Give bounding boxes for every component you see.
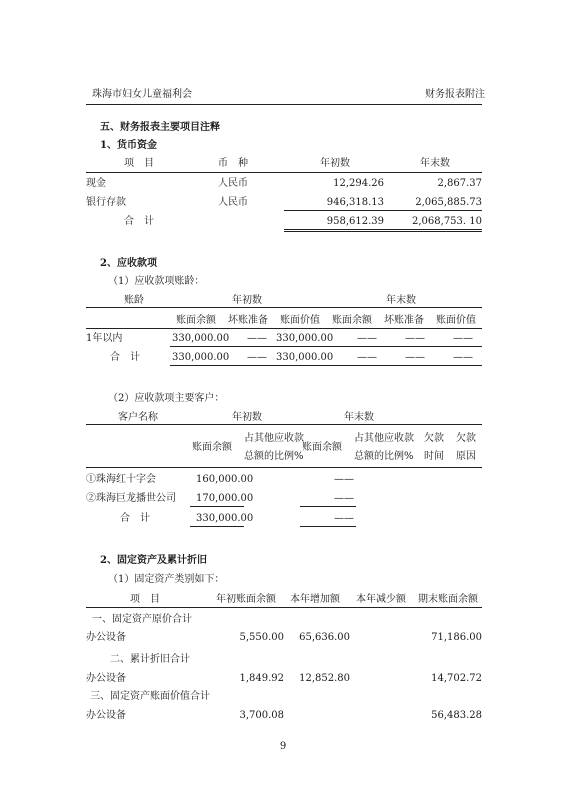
aging-col-end: 年末数 (386, 295, 416, 306)
fixed-col-end: 期末账面余额 (418, 594, 478, 605)
aging-sub-col: 账面价值 (280, 315, 320, 326)
cust-total-rule-begin (190, 526, 244, 527)
aging-sub-col: 账面价值 (436, 315, 476, 326)
aging-sub-col: 坏账准备 (228, 315, 268, 326)
fixed-row-begin: 1,849.92 (239, 673, 284, 684)
page-number: 9 (279, 741, 287, 752)
fixed-col-item: 项 目 (130, 594, 160, 605)
aging-row-rule (170, 346, 482, 347)
aging-col-begin: 年初数 (232, 295, 262, 306)
aging-sub-col: 账面余额 (176, 315, 216, 326)
cust-sub-bal-end: 账面余额 (302, 442, 342, 453)
cash-row-begin: 12,294.26 (333, 178, 384, 189)
cust-total-rule-end (300, 526, 356, 527)
cash-col-begin: 年初数 (320, 158, 350, 169)
cash-total-rule (284, 229, 482, 230)
cash-sum-rule (284, 210, 482, 211)
cash-row-item: 现金 (86, 178, 106, 189)
aging-cell: —— (357, 333, 377, 344)
aging-cell: —— (247, 352, 267, 363)
cust-sub-reason: 欠款 (456, 433, 476, 444)
cust-row-name: ②珠海巨龙播世公司 (86, 493, 176, 504)
cash-row-item: 银行存款 (86, 197, 126, 208)
fixed-row-end: 14,702.72 (431, 673, 482, 684)
fixed-row-begin: 5,550.00 (239, 632, 284, 643)
cust-sub-due: 欠款 (424, 433, 444, 444)
cust-row-bal: 160,000.00 (196, 474, 254, 485)
aging-cell: —— (357, 352, 377, 363)
aging-cell: —— (405, 333, 425, 344)
fixed-row-item: 办公设备 (86, 710, 126, 721)
fixed-head-rule (86, 607, 482, 608)
cash-col-end: 年末数 (420, 158, 450, 169)
aging-cell: —— (453, 333, 473, 344)
cust-sub-rule (86, 467, 482, 468)
cash-row-begin: 946,318.13 (326, 197, 384, 208)
cash-row-currency: 人民币 (218, 178, 248, 189)
aging-total-rule (170, 365, 482, 366)
cash-col-item: 项 目 (124, 158, 154, 169)
cust-sub-ratio-end: 占其他应收款 (354, 433, 414, 444)
aging-cell: 330,000.00 (172, 352, 230, 363)
cash-heading: 1、货币资金 (100, 140, 157, 151)
cust-sub-due-2: 时间 (424, 451, 444, 462)
aging-cell: 330,000.00 (276, 352, 334, 363)
cash-col-currency: 币 种 (218, 158, 248, 169)
fixed-row-end: 56,483.28 (431, 710, 482, 721)
cust-row-end-bal: —— (334, 493, 354, 504)
fixed-col-add: 本年增加额 (290, 594, 340, 605)
cash-head-rule (86, 172, 482, 173)
fixed-group-title: 一、固定资产原价合计 (92, 614, 192, 625)
aging-cell: —— (405, 352, 425, 363)
cash-total-begin: 958,612.39 (326, 216, 384, 227)
aging-cell: —— (247, 333, 267, 344)
cust-sum-rule-end (300, 506, 356, 507)
receivables-heading: 2、应收款项 (100, 258, 157, 269)
aging-col-age: 账龄 (124, 295, 144, 306)
header-rule (86, 104, 482, 105)
cust-row-bal: 170,000.00 (196, 493, 254, 504)
cust-sub-bal-begin: 账面余额 (192, 442, 232, 453)
aging-head-rule (86, 307, 482, 308)
cust-col-begin: 年初数 (232, 412, 262, 423)
cust-sub-reason-2: 原因 (456, 451, 476, 462)
cash-row-end: 2,065,885.73 (415, 197, 482, 208)
cash-row-end: 2,867.37 (437, 178, 482, 189)
cash-total-label: 合 计 (124, 216, 154, 227)
fixed-row-item: 办公设备 (86, 673, 126, 684)
fixed-row-begin: 3,700.08 (239, 710, 284, 721)
fixed-row-item: 办公设备 (86, 632, 126, 643)
cust-col-name: 客户名称 (118, 412, 158, 423)
aging-cell: 330,000.00 (172, 333, 230, 344)
aging-cell: 330,000.00 (276, 333, 334, 344)
aging-sub-rule (86, 328, 482, 329)
header-doc-title: 财务报表附注 (425, 89, 485, 100)
aging-row-label: 1年以内 (86, 333, 123, 344)
fixed-row-add: 12,852.80 (299, 673, 350, 684)
fixed-group-title: 三、固定资产账面价值合计 (90, 691, 210, 702)
fixed-row-add: 65,636.00 (299, 632, 350, 643)
fixed-col-reduce: 本年减少额 (356, 594, 406, 605)
header-org-name: 珠海市妇女儿童福利会 (92, 89, 192, 100)
fixed-subtitle: （1）固定资产类别如下： (108, 574, 225, 585)
fixed-heading: 2、固定资产及累计折旧 (100, 555, 207, 566)
fixed-col-begin: 年初账面余额 (216, 594, 276, 605)
cust-total-end-bal: —— (334, 513, 354, 524)
cust-sub-ratio-end-2: 总额的比例% (354, 451, 414, 462)
aging-total-label: 合 计 (110, 352, 140, 363)
section-title: 五、财务报表主要项目注释 (100, 122, 220, 133)
cust-total-bal: 330,000.00 (196, 513, 254, 524)
cust-head-rule (86, 424, 482, 425)
cust-sub-ratio-begin: 占其他应收款 (244, 433, 304, 444)
fixed-row-end: 71,186.00 (431, 632, 482, 643)
cust-sum-rule-begin (190, 506, 244, 507)
cust-row-end-bal: —— (334, 474, 354, 485)
cash-row-currency: 人民币 (218, 197, 248, 208)
customers-title: （2）应收款项主要客户： (108, 393, 225, 404)
cust-total-label: 合 计 (120, 513, 150, 524)
aging-title: （1）应收款项账龄： (108, 276, 205, 287)
cust-sub-ratio-begin-2: 总额的比例% (244, 451, 304, 462)
aging-sub-col: 账面余额 (332, 315, 372, 326)
aging-sub-col: 坏账准备 (384, 315, 424, 326)
fixed-group-title: 二、累计折旧合计 (110, 654, 190, 665)
cust-row-name: ①珠海红十字会 (86, 474, 156, 485)
cash-total-end: 2,068,753. 10 (412, 216, 482, 227)
cust-col-end: 年末数 (344, 412, 374, 423)
aging-cell: —— (453, 352, 473, 363)
cash-total-rule-double (284, 231, 482, 232)
